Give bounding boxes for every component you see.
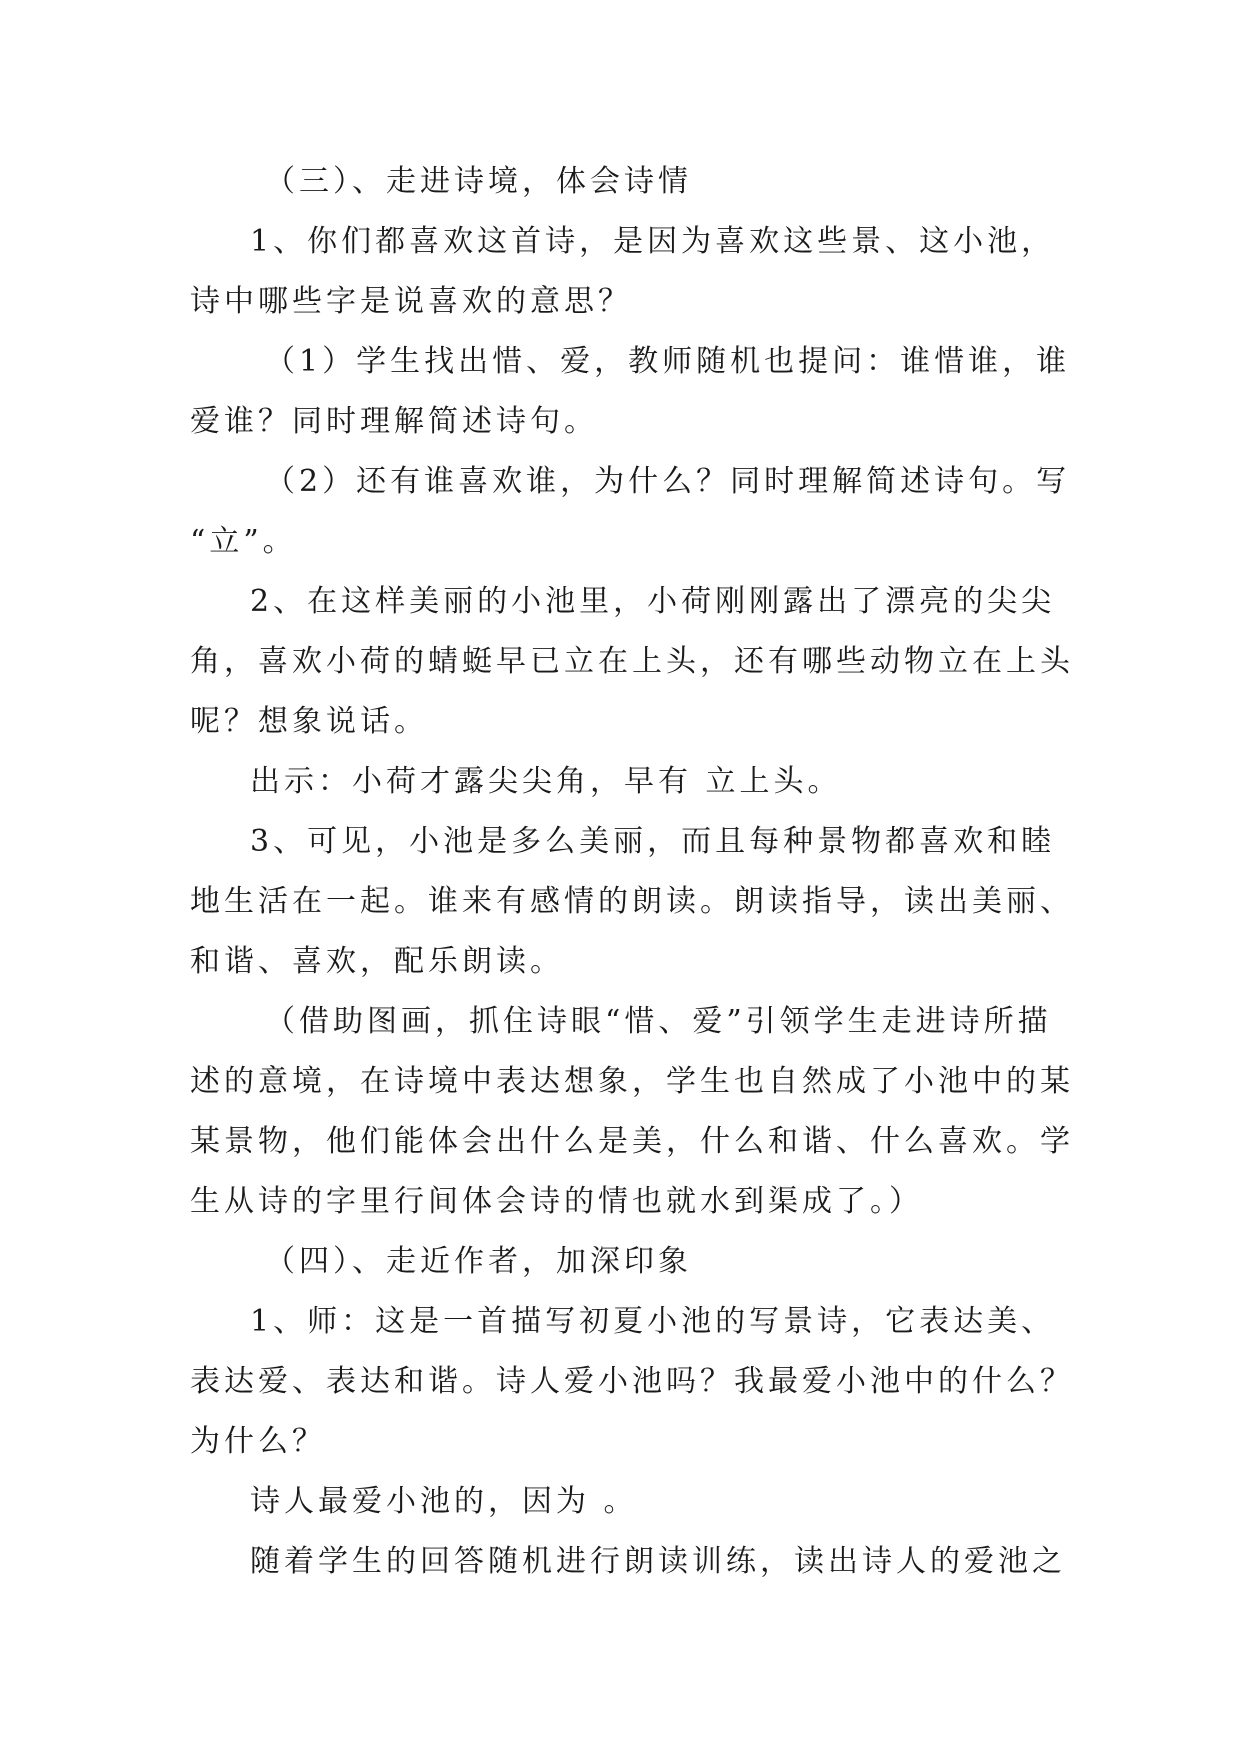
text-line: 出示：小荷才露尖尖角，早有 立上头。 (250, 764, 842, 799)
text-line: 1、师：这是一首描写初夏小池的写景诗，它表达美、 (250, 1304, 1056, 1339)
section-heading-4: （四）、走近作者，加深印象 (265, 1244, 692, 1279)
text-line: （2）还有谁喜欢谁，为什么？同时理解简述诗句。写 (265, 464, 1071, 499)
text-line: 1、你们都喜欢这首诗，是因为喜欢这些景、这小池， (250, 224, 1056, 259)
text-line: 地生活在一起。谁来有感情的朗读。朗读指导，读出美丽、 (190, 884, 1074, 919)
text-line: 生从诗的字里行间体会诗的情也就水到渠成了。） (190, 1184, 923, 1219)
document-body (190, 152, 1074, 1592)
text-line: “立”。 (190, 524, 297, 559)
text-line: 为什么？ (190, 1424, 326, 1459)
text-line: 诗中哪些字是说喜欢的意思？ (190, 284, 632, 319)
text-line: 角，喜欢小荷的蜻蜓早已立在上头，还有哪些动物立在上头 (190, 644, 1074, 679)
text-line: 随着学生的回答随机进行朗读训练，读出诗人的爱池之 (250, 1544, 1066, 1579)
text-line: 3、可见，小池是多么美丽，而且每种景物都喜欢和睦 (250, 824, 1056, 859)
text-line: 2、在这样美丽的小池里，小荷刚刚露出了漂亮的尖尖 (250, 584, 1056, 619)
text-line: 呢？想象说话。 (190, 704, 428, 739)
text-line: （1）学生找出惜、爱，教师随机也提问：谁惜谁，谁 (265, 344, 1071, 379)
section-heading-3: （三）、走进诗境，体会诗情 (265, 164, 692, 199)
text-line: 和谐、喜欢，配乐朗读。 (190, 944, 564, 979)
text-line: 诗人最爱小池的，因为 。 (250, 1484, 638, 1519)
text-line: （借助图画，抓住诗眼“惜、爱”引领学生走进诗所描 (265, 1004, 1052, 1039)
text-line: 某景物，他们能体会出什么是美，什么和谐、什么喜欢。学 (190, 1124, 1074, 1159)
text-line: 表达爱、表达和谐。诗人爱小池吗？我最爱小池中的什么？ (190, 1364, 1074, 1399)
text-line: 述的意境，在诗境中表达想象，学生也自然成了小池中的某 (190, 1064, 1074, 1099)
text-line: 爱谁？同时理解简述诗句。 (190, 404, 598, 439)
